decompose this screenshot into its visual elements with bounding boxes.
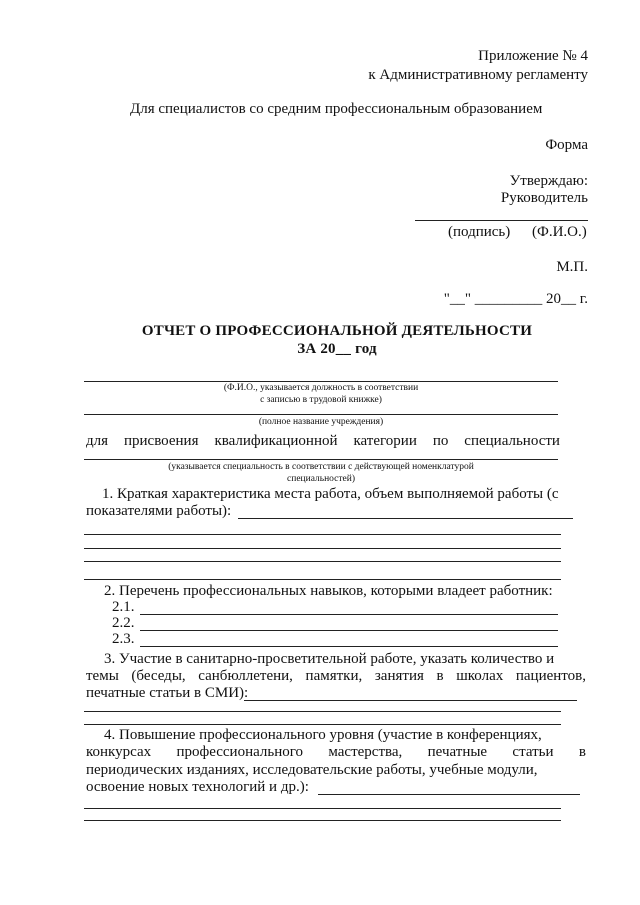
- section4-blank: [318, 794, 580, 795]
- report-title: ОТЧЕТ О ПРОФЕССИОНАЛЬНОЙ ДЕЯТЕЛЬНОСТИ: [141, 323, 533, 339]
- specialty-hint-1: (указывается специальность в соответствии с действующей номенклатурой: [168, 462, 474, 472]
- form-label: Форма: [545, 137, 588, 153]
- skill-item-blank: [140, 614, 558, 615]
- organization-line: [84, 414, 558, 415]
- purpose-line: [86, 433, 560, 450]
- section4-blank: [84, 820, 561, 821]
- fio-line: [84, 381, 558, 382]
- fio-hint-1: (Ф.И.О., указывается должность в соответствии: [223, 383, 419, 393]
- section3-blank: [84, 711, 561, 712]
- section4-text: освоение новых технологий и др.):: [86, 779, 309, 795]
- signature-line: [415, 220, 588, 221]
- skill-item-number: 2.2.: [112, 615, 135, 631]
- section4-text: конкурсах профессионального мастерства, печатные статьи в: [86, 744, 586, 760]
- fio-hint: (Ф.И.О.): [532, 224, 587, 240]
- section1-text: 1. Краткая характеристика места работа, объем выполняемой работы (с: [102, 486, 559, 502]
- section3-text: 3. Участие в санитарно-просветительной работе, указать количество и: [104, 651, 555, 667]
- specialty-hint-2: специальностей): [287, 474, 355, 484]
- specialty-line: [84, 459, 558, 460]
- report-year: ЗА 20__ год: [297, 341, 377, 357]
- approve-label: Утверждаю:: [509, 173, 588, 189]
- skill-item-blank: [140, 630, 558, 631]
- organization-hint: (полное название учреждения): [258, 417, 384, 427]
- section4-text: периодических изданиях, исследовательские работы, учебные модули,: [86, 762, 538, 778]
- purpose-word: специальности: [464, 433, 560, 449]
- purpose-word: для: [86, 433, 109, 449]
- purpose-word: присвоения: [123, 433, 199, 449]
- section1-blank: [84, 534, 561, 535]
- section3-text: печатные статьи в СМИ):: [86, 685, 249, 701]
- approval-date: "__" _________ 20__ г.: [443, 291, 588, 307]
- appendix-number: Приложение № 4: [478, 48, 588, 64]
- purpose-word: категории: [353, 433, 417, 449]
- section4-blank: [84, 808, 561, 809]
- section4-text: 4. Повышение профессионального уровня (участие в конференциях,: [104, 727, 542, 743]
- stamp-label: М.П.: [556, 259, 588, 275]
- purpose-word: квалификационной: [214, 433, 338, 449]
- section3-text: темы (беседы, санбюллетени, памятки, занятия в школах пациентов,: [86, 668, 586, 684]
- audience-note: Для специалистов со средним профессиональным образованием: [130, 101, 543, 117]
- signature-hint: (подпись): [448, 224, 511, 240]
- section1-text: показателями работы):: [86, 503, 232, 519]
- regulation-reference: к Административному регламенту: [368, 67, 588, 83]
- section1-blank: [84, 579, 561, 580]
- section2-heading: 2. Перечень профессиональных навыков, которыми владеет работник:: [104, 583, 553, 599]
- section3-blank: [84, 724, 561, 725]
- purpose-word: по: [432, 433, 449, 449]
- skill-item-number: 2.1.: [112, 599, 135, 615]
- section1-blank: [84, 548, 561, 549]
- section3-blank: [244, 700, 577, 701]
- head-label: Руководитель: [500, 190, 588, 206]
- skill-item-number: 2.3.: [112, 631, 135, 647]
- fio-hint-2: с записью в трудовой книжке): [260, 395, 382, 405]
- section1-blank: [84, 561, 561, 562]
- section1-blank: [238, 518, 573, 519]
- skill-item-blank: [140, 646, 558, 647]
